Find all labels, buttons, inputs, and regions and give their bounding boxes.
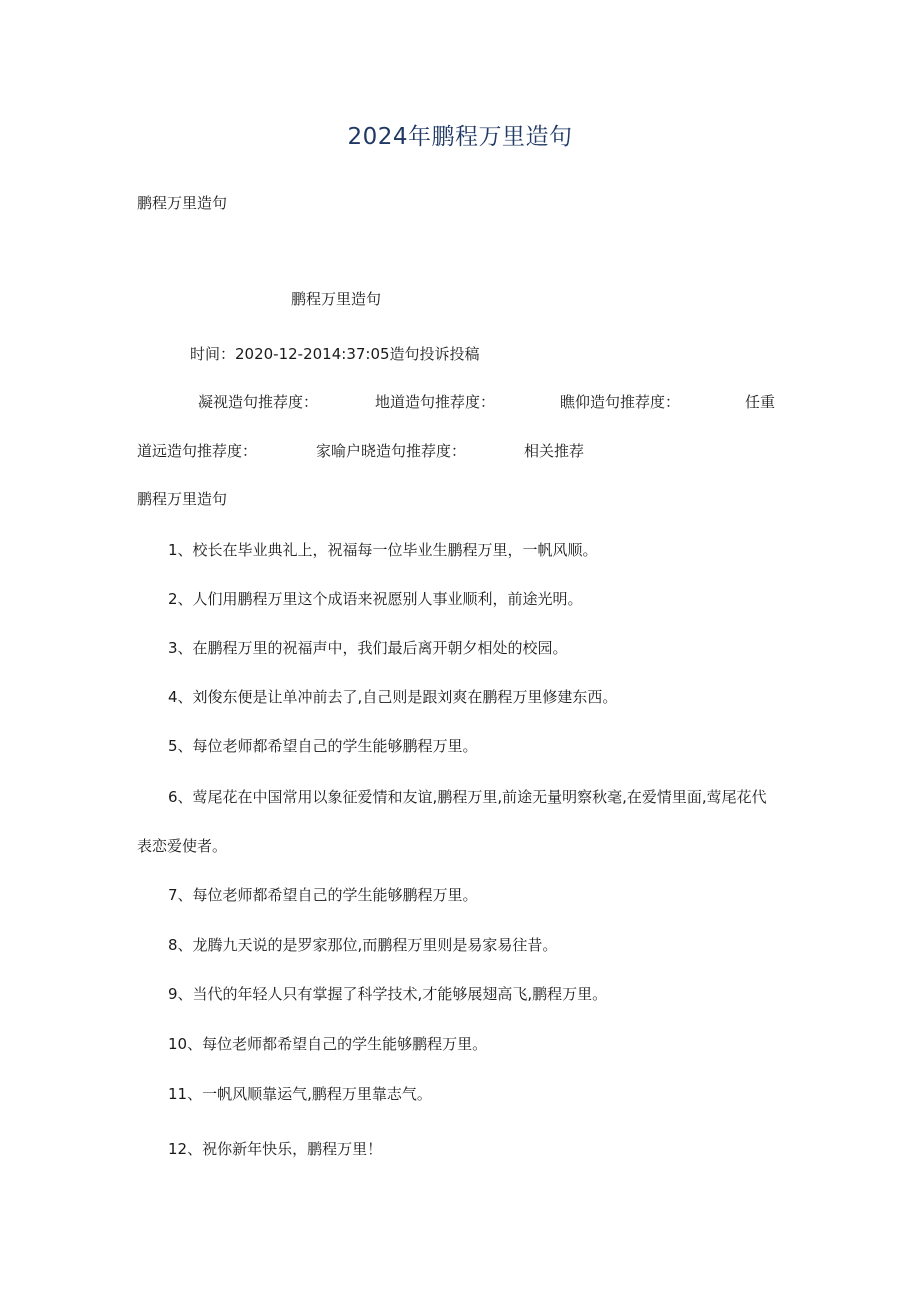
recommend-item[interactable]: 家喻户晓造句推荐度： — [316, 442, 467, 460]
sentence-item: 12、祝你新年快乐，鹏程万里！ — [168, 1140, 383, 1158]
section-heading: 鹏程万里造句 — [137, 194, 228, 212]
article-heading: 鹏程万里造句 — [291, 290, 382, 308]
sentence-item: 3、在鹏程万里的祝福声中，我们最后离开朝夕相处的校园。 — [168, 639, 568, 657]
recommend-item[interactable]: 地道造句推荐度： — [375, 393, 496, 411]
sentence-item: 1、校长在毕业典礼上，祝福每一位毕业生鹏程万里，一帆风顺。 — [168, 541, 598, 559]
section-heading: 鹏程万里造句 — [137, 490, 228, 508]
recommend-item[interactable]: 任重 — [745, 393, 776, 411]
page-title: 2024年鹏程万里造句 — [347, 124, 573, 150]
recommend-item[interactable]: 凝视造句推荐度： — [198, 393, 319, 411]
time-line: 时间：2020-12-2014:37:05造句投诉投稿 — [190, 345, 480, 363]
sentence-item: 6、莺尾花在中国常用以象征爱情和友谊,鹏程万里,前途无量明察秋毫,在爱情里面,莺尾花代 — [168, 788, 767, 806]
related-link[interactable]: 相关推荐 — [524, 442, 585, 460]
sentence-item: 2、人们用鹏程万里这个成语来祝愿别人事业顺利，前途光明。 — [168, 590, 583, 608]
sentence-item: 7、每位老师都希望自己的学生能够鹏程万里。 — [168, 886, 478, 904]
sentence-item: 11、一帆风顺靠运气,鹏程万里靠志气。 — [168, 1085, 432, 1103]
sentence-item: 9、当代的年轻人只有掌握了科学技术,才能够展翅高飞,鹏程万里。 — [168, 985, 608, 1003]
sentence-item: 8、龙腾九天说的是罗家那位,而鹏程万里则是易家易往昔。 — [168, 936, 558, 954]
sentence-item: 4、刘俊东便是让单冲前去了,自己则是跟刘爽在鹏程万里修建东西。 — [168, 688, 618, 706]
sentence-item: 10、每位老师都希望自己的学生能够鹏程万里。 — [168, 1035, 488, 1053]
sentence-item: 5、每位老师都希望自己的学生能够鹏程万里。 — [168, 737, 478, 755]
sentence-continuation: 表恋爱使者。 — [137, 837, 228, 855]
recommend-item[interactable]: 道远造句推荐度： — [137, 442, 258, 460]
recommend-item[interactable]: 瞧仰造句推荐度： — [560, 393, 681, 411]
